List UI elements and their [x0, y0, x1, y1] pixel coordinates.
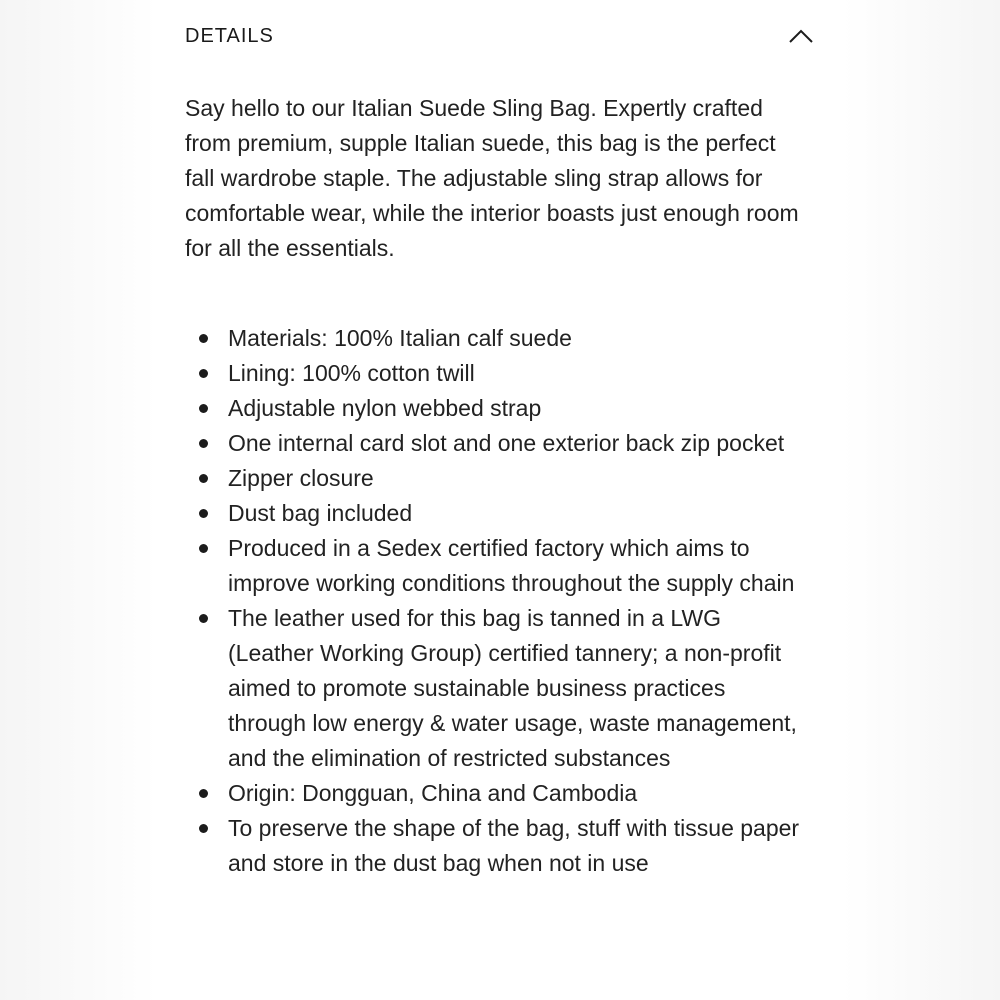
- feature-item-sedex: Produced in a Sedex certified factory which aims to improve working conditions throughout the supply chain: [185, 531, 800, 601]
- feature-item-origin: Origin: Dongguan, China and Cambodia: [185, 776, 800, 811]
- product-description: Say hello to our Italian Suede Sling Bag. Expertly crafted from premium, supple Italian suede, this bag is the perfect fall wardrobe staple. The adjustable sling strap allows for comfortable wear, while the interior boasts just enough room for all the essentials.: [185, 95, 799, 261]
- chevron-up-icon[interactable]: [787, 26, 815, 46]
- feature-item-care: To preserve the shape of the bag, stuff with tissue paper and store in the dust bag when not in use: [185, 811, 800, 881]
- feature-item-dust-bag: Dust bag included: [185, 496, 800, 531]
- feature-item-strap: Adjustable nylon webbed strap: [185, 391, 800, 426]
- feature-item-pockets: One internal card slot and one exterior back zip pocket: [185, 426, 800, 461]
- feature-item-lining: Lining: 100% cotton twill: [185, 356, 800, 391]
- features-list: [185, 321, 800, 881]
- product-details-panel: [157, 0, 843, 1000]
- details-accordion-header[interactable]: [185, 14, 815, 58]
- feature-item-closure: Zipper closure: [185, 461, 800, 496]
- feature-item-materials: Materials: 100% Italian calf suede: [185, 321, 800, 356]
- details-title: DETAILS: [185, 24, 274, 47]
- feature-item-lwg: The leather used for this bag is tanned in a LWG (Leather Working Group) certified tannery; a non-profit aimed to promote sustainable business practices through low energy & water usage, waste management, and the elimination of restricted substances: [185, 601, 800, 776]
